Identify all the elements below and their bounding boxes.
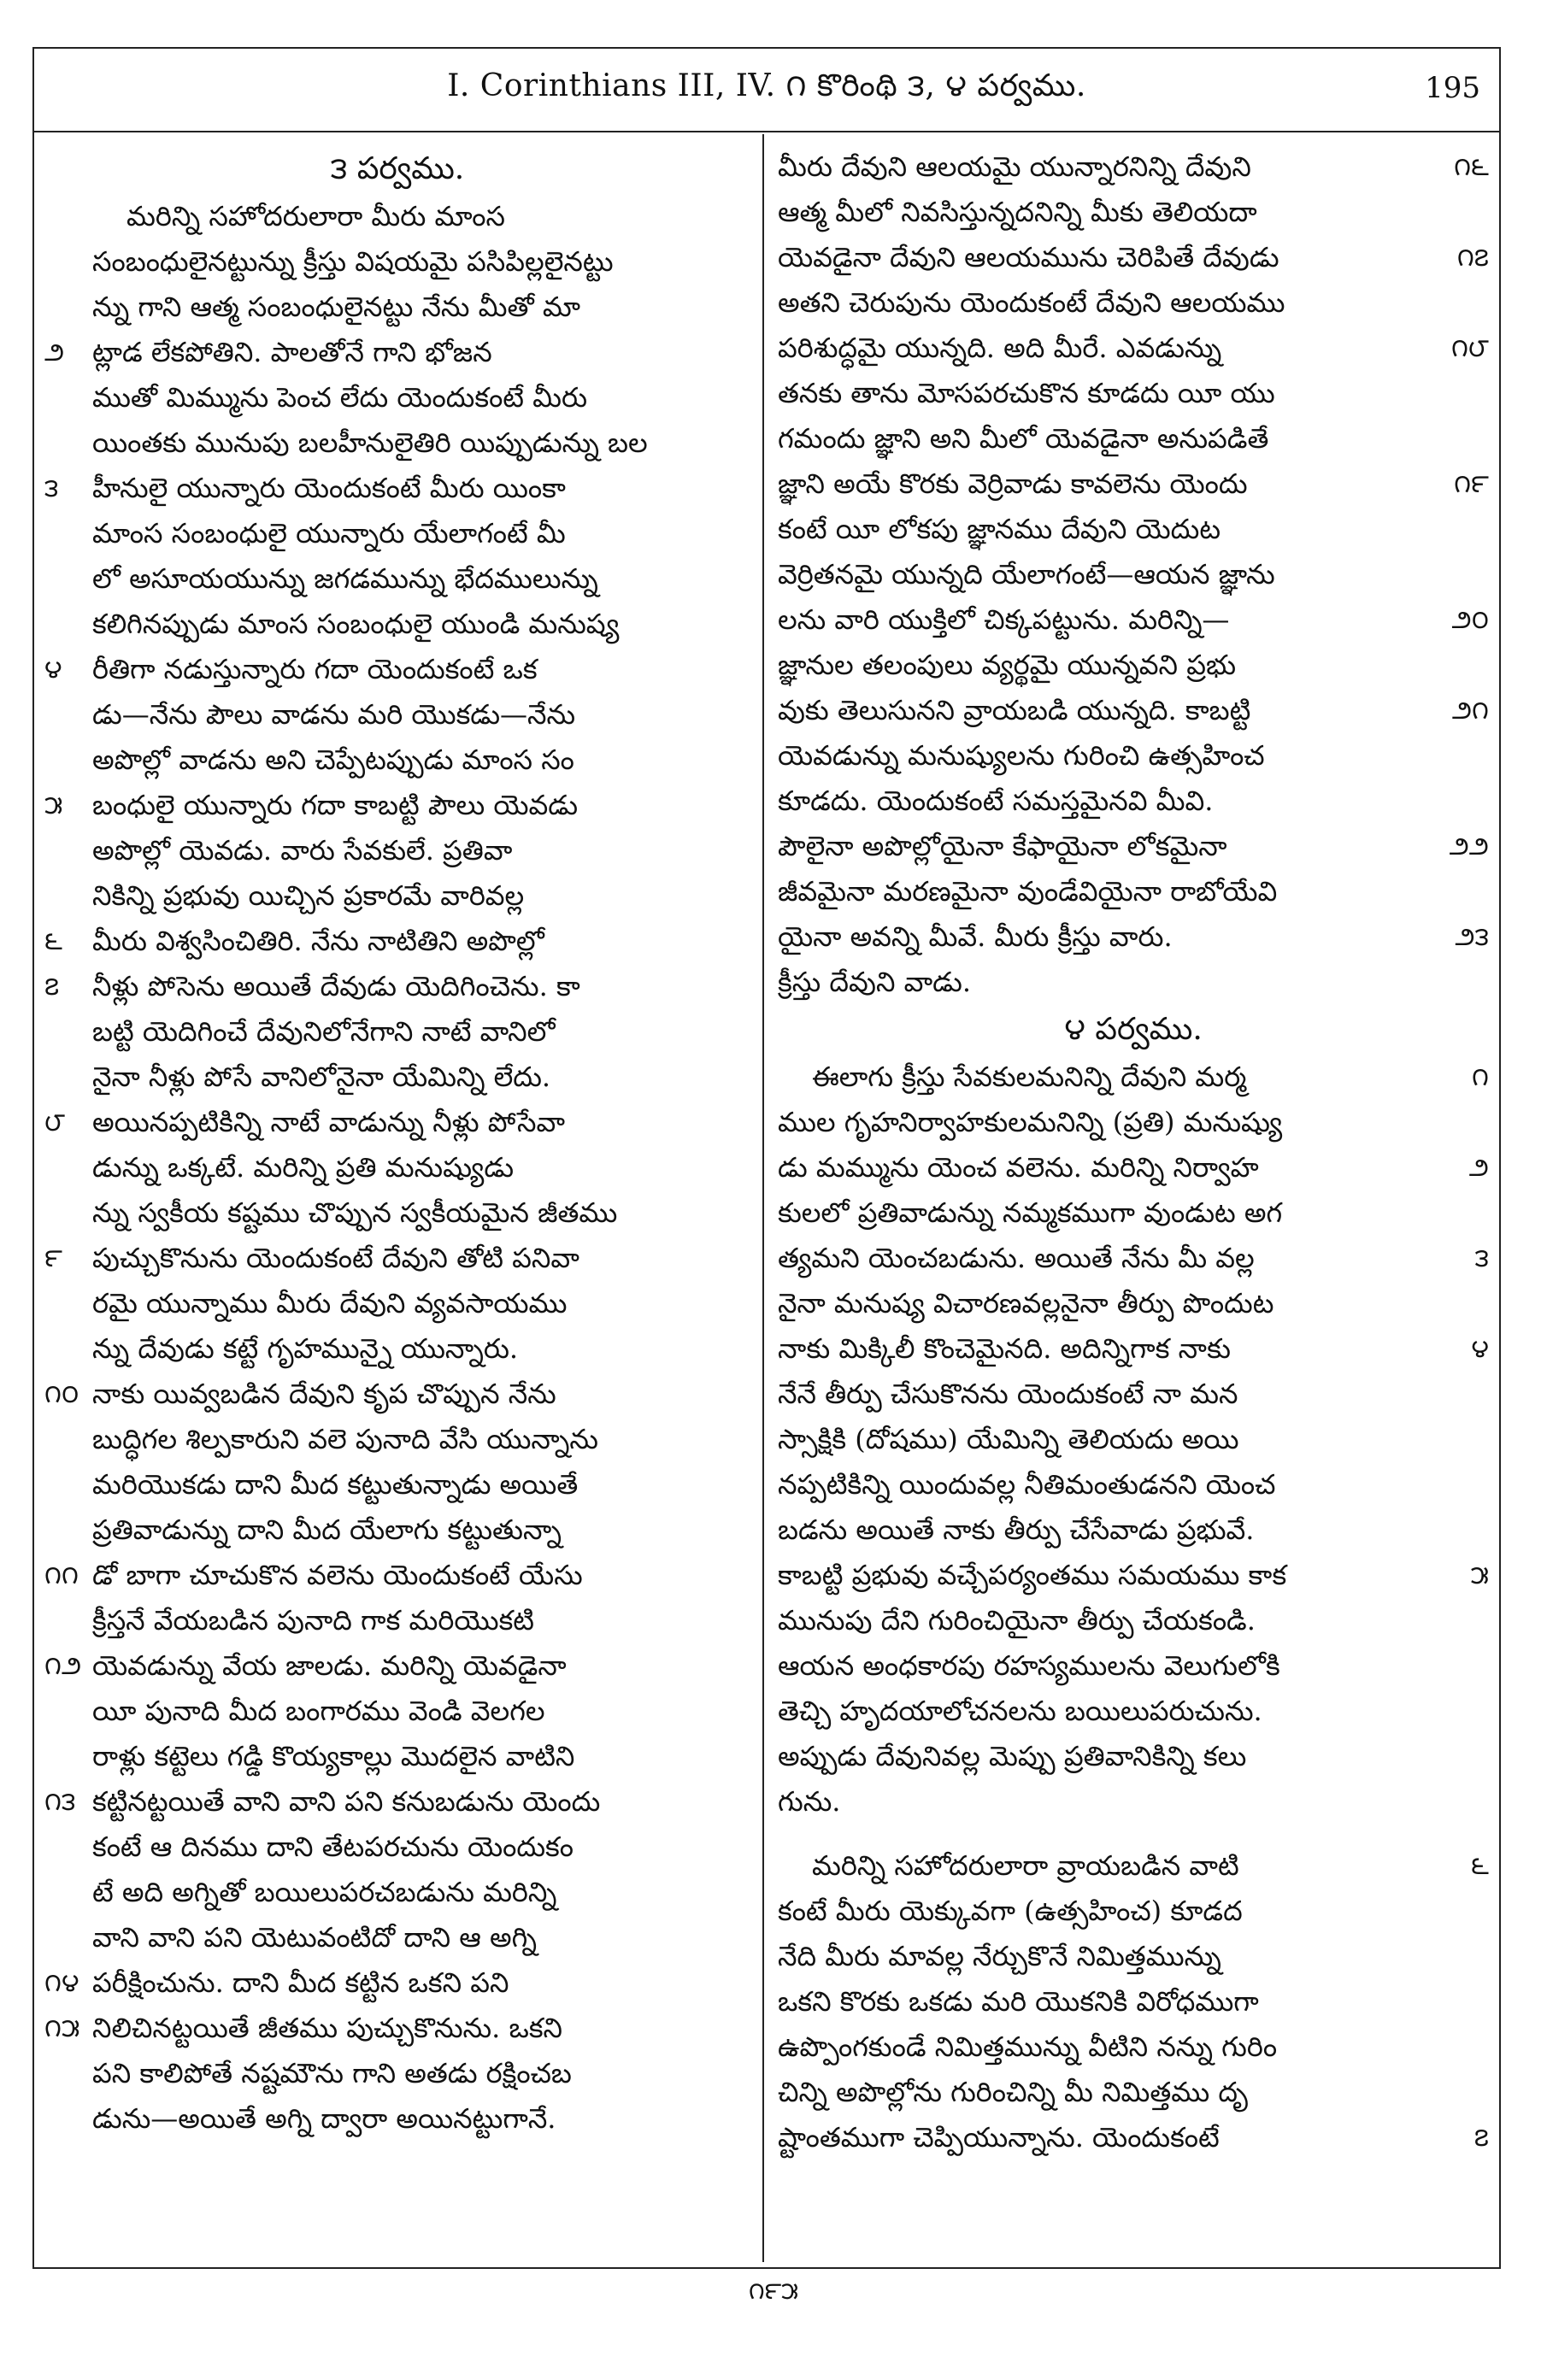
line-text: నేది మీరు మావల్ల నేర్చుకొనే నిమిత్తమున్ను — [778, 1940, 1221, 1972]
line-text: నాకు యివ్వబడిన దేవుని కృప చొప్పున నేను — [92, 1378, 556, 1410]
text-line — [778, 235, 1489, 280]
verse-number: ౩ — [44, 473, 59, 503]
verse-number: ౧౭ — [1456, 243, 1489, 273]
text-line — [778, 960, 1489, 1005]
text-line — [778, 1507, 1489, 1553]
line-text: న్ను స్వకీయ కష్టము చొప్పున స్వకీయమైన జీతము — [92, 1196, 618, 1229]
line-text: స్సాక్షికి (దోషము) యేమిన్ని తెలియదు అయి — [778, 1423, 1239, 1455]
line-text: కాబట్టి ప్రభువు వచ్చేపర్యంతము సమయము కాక — [778, 1559, 1287, 1591]
verse-number: ౫ — [44, 790, 63, 820]
text-line — [44, 828, 750, 873]
text-line — [778, 190, 1489, 235]
right-column — [766, 134, 1499, 2262]
text-line — [778, 1843, 1489, 1889]
line-text: యెవడున్ను వేయ జాలడు. మరిన్ని యెవడైనా — [92, 1649, 567, 1682]
header-title: I. Corinthians III, IV. ౧ కొరింథి ౩, ౪ పర్వము. — [447, 68, 1086, 103]
line-text: కలిగినప్పుడు మాంస సంబంధులై యుండి మనుష్య — [92, 608, 620, 640]
paragraph-gap — [778, 1825, 1489, 1843]
text-line — [44, 1825, 750, 1870]
line-text: మరియొకడు దాని మీద కట్టుతున్నాడు అయితే — [92, 1468, 579, 1501]
line-text: యింతకు మునుపు బలహీనులైతిరి యిప్పుడున్ను బల — [92, 426, 648, 459]
text-line — [778, 1643, 1489, 1689]
verse-number: ౪ — [44, 655, 62, 685]
line-text: గును. — [778, 1785, 841, 1818]
text-line — [44, 466, 750, 511]
text-line — [778, 1055, 1489, 1100]
line-text: అప్పుడు దేవునివల్ల మెప్పు ప్రతివానికిన్ని కలు — [778, 1740, 1247, 1772]
line-text: నికిన్ని ప్రభువు యిచ్చిన ప్రకారమే వారివల్ల — [92, 879, 525, 912]
text-line — [44, 1055, 750, 1100]
verse-number: ౭ — [44, 972, 60, 1002]
chapter-heading: ౩ పర్వము. — [330, 151, 465, 186]
line-text: సంబంధులైనట్టున్ను క్రీస్తు విషయమై పసిపిల్లలైనట్టు — [92, 245, 614, 278]
line-text: కులలో ప్రతివాడున్ను నమ్మకముగా వుండుట అగ — [778, 1196, 1283, 1229]
text-line — [44, 1100, 750, 1145]
text-line — [778, 1734, 1489, 1779]
line-text: క్రీస్తు దేవుని వాడు. — [778, 966, 972, 998]
line-text: న్ను గాని ఆత్మ సంబంధులైనట్టు నేను మీతో మా — [92, 291, 581, 323]
line-text: అపొల్లో వాడను అని చెప్పేటప్పుడు మాంస సం — [92, 743, 574, 776]
line-text: ముతో మిమ్మును పెంచ లేదు యెందుకంటే మీరు — [92, 381, 588, 414]
line-text: గమందు జ్ఞాని అని మీలో యెవడైనా అనుపడితే — [778, 422, 1269, 455]
text-line — [44, 420, 750, 466]
line-text: బడను అయితే నాకు తీర్పు చేసేవాడు ప్రభువే. — [778, 1513, 1255, 1546]
text-line — [44, 1689, 750, 1734]
text-line — [778, 1145, 1489, 1190]
text-line — [44, 1417, 750, 1462]
line-text: లో అసూయయున్ను జగడమున్ను భేదములున్ను — [92, 562, 598, 595]
text-line — [44, 2096, 750, 2142]
line-text: కంటే ఆ దినము దాని తేటపరచును యెందుకం — [92, 1831, 574, 1863]
line-text: ఈలాగు క్రీస్తు సేవకులమనిన్ని దేవుని మర్మ — [812, 1061, 1247, 1093]
text-line — [44, 1326, 750, 1372]
text-line — [778, 1190, 1489, 1236]
line-text: నప్పటికిన్ని యిందువల్ల నీతిమంతుడనని యెంచ — [778, 1468, 1276, 1501]
line-text: డు మమ్మును యెంచ వలెను. మరిన్ని నిర్వాహ — [778, 1151, 1259, 1184]
line-text: తనకు తాను మోసపరచుకొన కూడదు యీ యు — [778, 377, 1275, 409]
line-text: మరిన్ని సహోదరులారా మీరు మాంస — [126, 200, 505, 232]
line-text: పుచ్చుకొనును యెందుకంటే దేవుని తోటి పనివా — [92, 1242, 579, 1274]
verse-number: ౫ — [1470, 1560, 1489, 1590]
line-text: ఆయన అంధకారపు రహస్యములను వెలుగులోకి — [778, 1649, 1280, 1682]
text-line — [44, 1643, 750, 1689]
line-text: మునుపు దేని గురించియైనా తీర్పు చేయకండి. — [778, 1604, 1256, 1637]
text-line — [44, 194, 750, 239]
line-text: ష్టాంతముగా చెప్పియున్నాను. యెందుకంటే — [778, 2121, 1220, 2154]
left-column — [34, 134, 764, 2262]
verse-number: ౨౧ — [1451, 696, 1489, 726]
text-line — [44, 1462, 750, 1507]
verse-number: ౧౩ — [44, 1787, 76, 1817]
text-line — [778, 280, 1489, 326]
text-line — [778, 326, 1489, 371]
text-line — [44, 919, 750, 964]
verse-number: ౭ — [1473, 2123, 1489, 2153]
line-text: నేనే తీర్పు చేసుకొనను యెందుకంటే నా మన — [778, 1378, 1238, 1410]
text-line — [778, 2024, 1489, 2070]
text-line — [44, 375, 750, 420]
text-line — [778, 779, 1489, 824]
page-number: 195 — [1425, 71, 1480, 105]
line-text: ప్రతివాడున్ను దాని మీద యేలాగు కట్టుతున్నా — [92, 1513, 562, 1546]
verse-number: ౮ — [44, 1108, 66, 1137]
line-text: నిలిచినట్టయితే జీతము పుచ్చుకొనును. ఒకని — [92, 2012, 563, 2044]
line-text: పరిశుద్ధమై యున్నది. అది మీరే. ఎవడున్ను — [778, 332, 1222, 364]
line-text: కంటే యీ లోకపు జ్ఞానము దేవుని యెదుట — [778, 513, 1221, 545]
text-line — [778, 416, 1489, 461]
text-line — [44, 2006, 750, 2051]
text-line — [44, 738, 750, 783]
text-line — [778, 371, 1489, 416]
text-line — [778, 688, 1489, 733]
line-text: టే అది అగ్నితో బయిలుపరచబడును మరిన్ని — [92, 1876, 557, 1908]
line-text: మరిన్ని సహోదరులారా వ్రాయబడిన వాటి — [812, 1849, 1239, 1882]
text-line — [44, 1870, 750, 1915]
line-text: రీతిగా నడుస్తున్నారు గదా యెందుకంటే ఒక — [92, 653, 538, 685]
text-line — [778, 597, 1489, 643]
line-text: డున్ను ఒక్కటే. మరిన్ని ప్రతి మనుష్యుడు — [92, 1151, 515, 1184]
line-text: బంధులై యున్నారు గదా కాబట్టి పౌలు యెవడు — [92, 789, 579, 821]
verse-number: ౧౯ — [1454, 469, 1489, 499]
line-text: పరీక్షించును. దాని మీద కట్టిన ఒకని పని — [92, 1966, 509, 1999]
line-text: వెర్రితనమై యున్నది యేలాగంటే—ఆయన జ్ఞాను — [778, 558, 1275, 591]
text-line — [778, 914, 1489, 960]
line-text: లను వారి యుక్తిలో చిక్కపట్టును. మరిన్ని— — [778, 603, 1230, 636]
verse-number: ౧౨ — [44, 1651, 82, 1681]
text-line — [44, 511, 750, 556]
line-text: ఒకని కొరకు ఒకడు మరి యొకనికి విరోధముగా — [778, 1985, 1259, 2018]
line-text: బుద్ధిగల శిల్పకారుని వలె పునాది వేసి యున్నాను — [92, 1423, 598, 1455]
running-header — [34, 49, 1499, 132]
line-text: యెవడున్ను మనుష్యులను గురించి ఉత్సహించ — [778, 739, 1265, 772]
verse-number: ౨౨ — [1449, 832, 1489, 861]
line-text: జ్ఞానుల తలంపులు వ్యర్థమై యున్నవని ప్రభు — [778, 649, 1237, 681]
text-line — [44, 1507, 750, 1553]
text-line — [44, 1779, 750, 1825]
line-text: నాకు మిక్కిలీ కొంచెమైనది. అదిన్నిగాక నాకు — [778, 1332, 1231, 1365]
line-text: త్యమని యెంచబడును. అయితే నేను మీ వల్ల — [778, 1242, 1255, 1274]
line-text: జ్ఞాని అయే కొరకు వెర్రివాడు కావలెను యెందు — [778, 467, 1248, 500]
verse-number: ౪ — [1471, 1334, 1489, 1364]
text-line — [778, 461, 1489, 507]
line-text: రాళ్లు కట్టెలు గడ్డి కొయ్యకాల్లు మొదలైన వాటిని — [92, 1740, 575, 1772]
line-text: ఉప్పొంగకుండే నిమిత్తమున్ను వీటిని నన్ను గురిం — [778, 2030, 1278, 2063]
line-text: బట్టి యెదిగించే దేవునిలోనేగాని నాటే వానిలో — [92, 1015, 556, 1048]
text-line — [778, 2070, 1489, 2115]
verse-number: ౧౦ — [44, 1379, 79, 1409]
text-line — [778, 1372, 1489, 1417]
line-text: డును—అయితే అగ్ని ద్వారా అయినట్టుగానే. — [92, 2102, 556, 2135]
text-line — [778, 1462, 1489, 1507]
line-text: చిన్ని అపొల్లోను గురించిన్ని మీ నిమిత్తము దృ — [778, 2076, 1248, 2108]
text-line — [44, 964, 750, 1009]
verse-number: ౨ — [44, 338, 65, 367]
text-line — [778, 1889, 1489, 1934]
text-line — [778, 824, 1489, 869]
verse-number: ౬ — [1471, 1851, 1489, 1881]
text-line — [778, 1598, 1489, 1643]
text-line — [44, 873, 750, 919]
line-text: కంటే మీరు యెక్కువగా (ఉత్సహించ) కూడద — [778, 1895, 1243, 1927]
text-line — [778, 1979, 1489, 2024]
text-line — [778, 733, 1489, 779]
text-line — [44, 285, 750, 330]
text-line — [778, 144, 1489, 190]
text-line — [778, 869, 1489, 914]
verse-number: ౨౩ — [1455, 922, 1489, 952]
line-text: డో బాగా చూచుకొన వలెను యెందుకంటే యేసు — [92, 1559, 583, 1591]
text-line — [44, 1598, 750, 1643]
line-text: ట్లాడ లేకపోతిని. పాలతోనే గాని భోజన — [92, 336, 492, 368]
text-line — [44, 783, 750, 828]
line-text: తెచ్చి హృదయాలోచనలను బయిలుపరుచును. — [778, 1695, 1262, 1727]
text-line — [44, 1372, 750, 1417]
text-line — [44, 1190, 750, 1236]
line-text: ఆత్మ మీలో నివసిస్తున్నదనిన్ని మీకు తెలియదా — [778, 196, 1257, 228]
line-text: డు—నేను పౌలు వాడను మరి యొకడు—నేను — [92, 698, 576, 731]
text-line — [778, 1553, 1489, 1598]
text-line — [778, 1779, 1489, 1825]
text-line — [44, 1734, 750, 1779]
text-line — [44, 1281, 750, 1326]
text-line — [778, 1689, 1489, 1734]
verse-number: ౨ — [1468, 1153, 1489, 1183]
line-text: కట్టినట్టయితే వాని వాని పని కనుబడును యెందు — [92, 1785, 601, 1818]
text-line — [778, 1100, 1489, 1145]
verse-number: ౧౪ — [44, 1968, 79, 1998]
line-text: పని కాలిపోతే నష్టమౌను గాని అతడు రక్షించబ — [92, 2057, 572, 2089]
text-line — [44, 1236, 750, 1281]
verse-number: ౧ — [1472, 1062, 1489, 1092]
text-line — [778, 1326, 1489, 1372]
line-text: హీనులై యున్నారు యెందుకంటే మీరు యింకా — [92, 472, 566, 504]
text-line — [44, 556, 750, 602]
line-text: జీవమైనా మరణమైనా వుండేవియైనా రాబోయేవి — [778, 875, 1278, 908]
text-line — [778, 1417, 1489, 1462]
text-line — [44, 1915, 750, 1960]
line-text: మాంస సంబంధులై యున్నారు యేలాగంటే మీ — [92, 517, 566, 549]
text-line — [44, 1960, 750, 2006]
text-line — [44, 239, 750, 285]
line-text: యీ పునాది మీద బంగారము వెండి వెలగల — [92, 1695, 545, 1727]
verse-number: ౧౮ — [1450, 333, 1489, 363]
verse-number: ౧౫ — [44, 2013, 80, 2043]
verse-number: ౨౦ — [1451, 605, 1489, 635]
text-line — [44, 2051, 750, 2096]
line-text: అయినప్పటికిన్ని నాటే వాడున్ను నీళ్లు పోసేవా — [92, 1106, 565, 1138]
chapter-heading: ౪ పర్వము. — [1064, 1012, 1203, 1047]
verse-number: ౩ — [1474, 1243, 1489, 1273]
line-text: నీళ్లు పోసెను అయితే దేవుడు యెదిగించెను. కా — [92, 970, 580, 1002]
text-line — [44, 602, 750, 647]
verse-number: ౧౧ — [44, 1560, 79, 1590]
text-line — [44, 1145, 750, 1190]
text-line — [778, 643, 1489, 688]
verse-number: ౯ — [44, 1243, 62, 1273]
line-text: న్ను దేవుడు కట్టే గృహమున్నై యున్నారు. — [92, 1332, 519, 1365]
text-line — [778, 507, 1489, 552]
text-line — [778, 552, 1489, 597]
verse-number: ౬ — [44, 926, 62, 956]
line-text: పౌలైనా అపొల్లోయైనా కేఫాయైనా లోకమైనా — [778, 830, 1227, 862]
line-text: ముల గృహనిర్వాహకులమనిన్ని (ప్రతి) మనుష్యు — [778, 1106, 1283, 1138]
text-line — [44, 647, 750, 692]
text-line — [44, 1009, 750, 1055]
page-frame — [32, 47, 1501, 2269]
text-line — [44, 1553, 750, 1598]
line-text: వాని వాని పని యెటువంటిదో దాని ఆ అగ్ని — [92, 1921, 538, 1954]
text-line — [778, 2115, 1489, 2160]
line-text: అతని చెరుపును యెందుకంటే దేవుని ఆలయము — [778, 286, 1285, 319]
text-line — [778, 1281, 1489, 1326]
line-text: యైనా అవన్ని మీవే. మీరు క్రీస్తు వారు. — [778, 920, 1173, 953]
line-text: యెవడైనా దేవుని ఆలయమును చెరిపితే దేవుడు — [778, 241, 1279, 273]
line-text: అపొల్లో యెవడు. వారు సేవకులే. ప్రతివా — [92, 834, 513, 867]
line-text: కూడదు. యెందుకంటే సమస్తమైనవి మీవి. — [778, 785, 1214, 817]
line-text: వుకు తెలుసునని వ్రాయబడి యున్నది. కాబట్టి — [778, 694, 1251, 726]
text-line — [778, 1236, 1489, 1281]
footer-page-number: ౧౯౫ — [748, 2277, 799, 2305]
verse-number: ౧౬ — [1454, 152, 1489, 182]
line-text: నైనా నీళ్లు పోసే వానిలోనైనా యేమిన్ని లేదు. — [92, 1061, 551, 1093]
line-text: క్రీస్తనే వేయబడిన పునాది గాక మరియొకటి — [92, 1604, 535, 1637]
line-text: మీరు విశ్వసించితిరి. నేను నాటితిని అపొల్లో — [92, 925, 544, 957]
text-line — [44, 330, 750, 375]
line-text: మీరు దేవుని ఆలయమై యున్నారనిన్ని దేవుని — [778, 150, 1251, 183]
line-text: నైనా మనుష్య విచారణవల్లనైనా తీర్పు పొందుట — [778, 1287, 1274, 1319]
text-line — [778, 1934, 1489, 1979]
line-text: రమై యున్నాము మీరు దేవుని వ్యవసాయము — [92, 1287, 568, 1319]
text-line — [44, 692, 750, 738]
